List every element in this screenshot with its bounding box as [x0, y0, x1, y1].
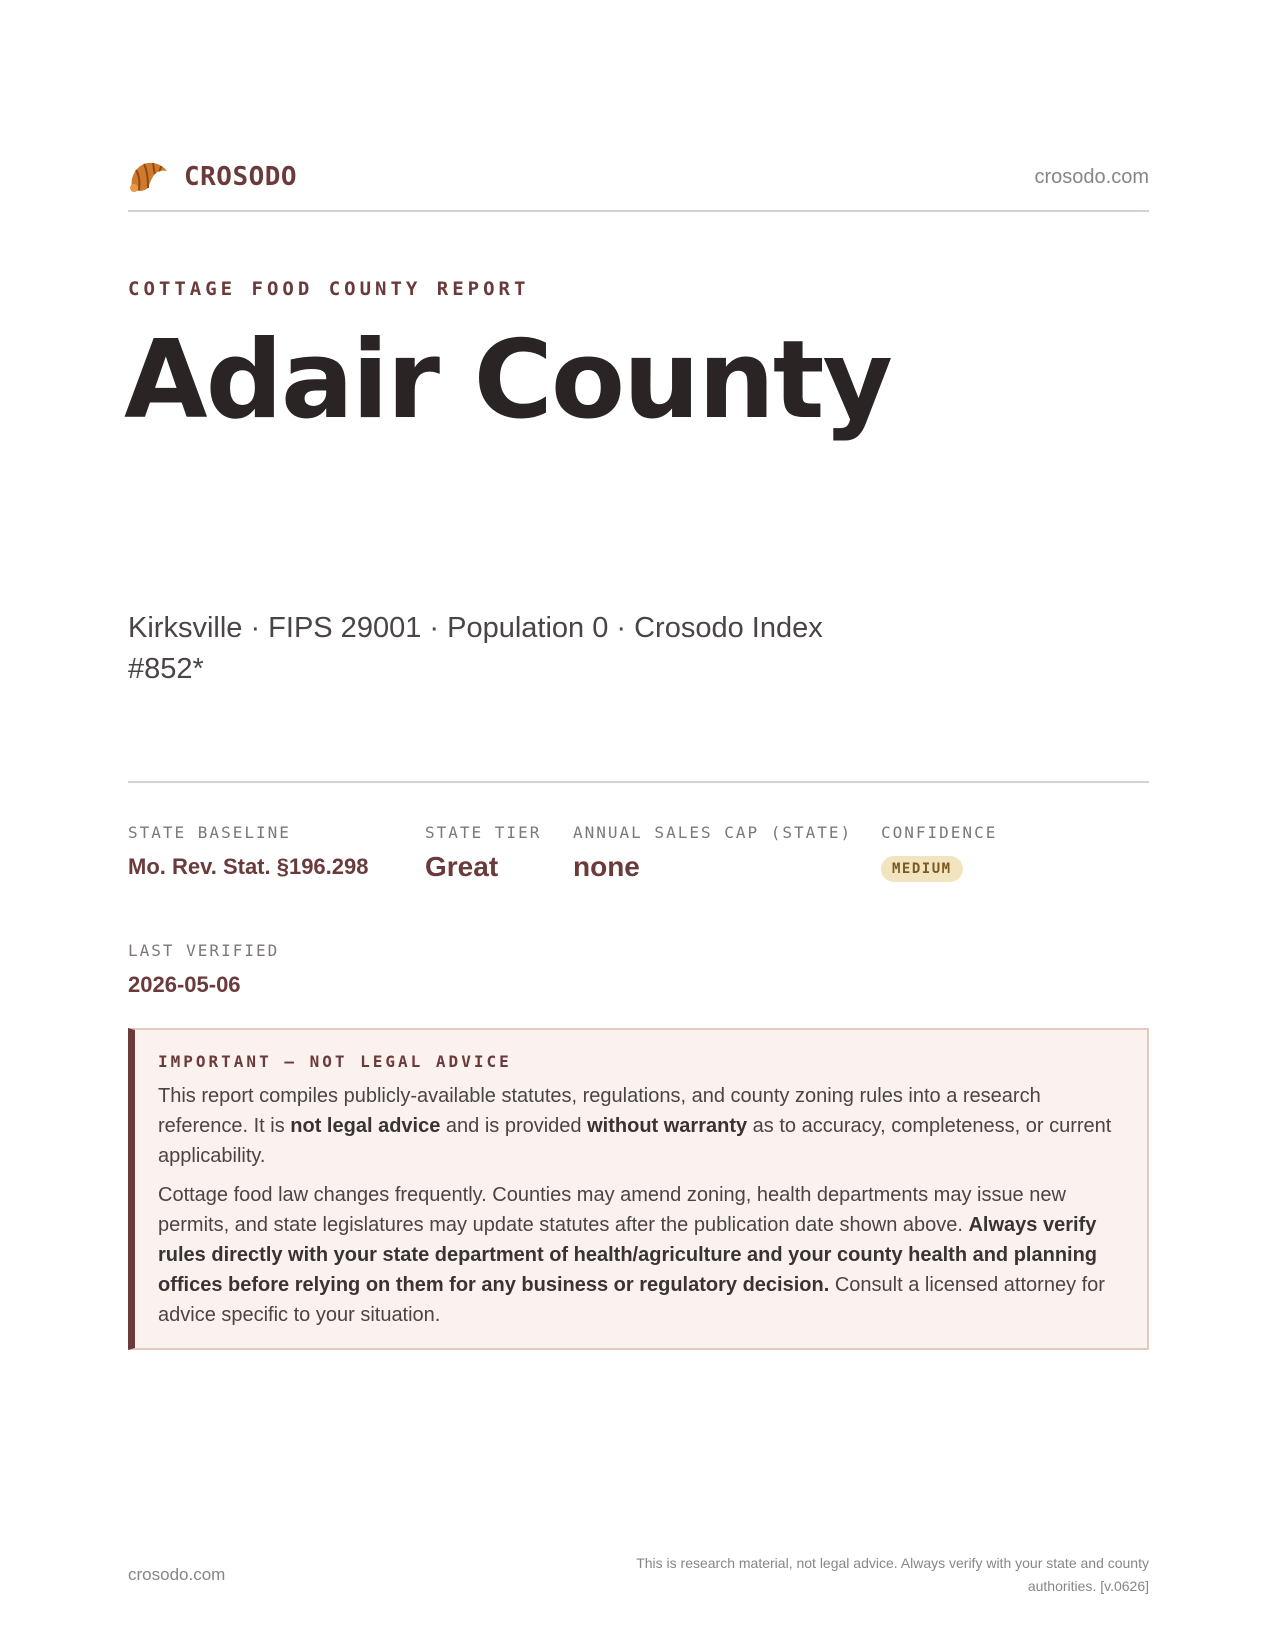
fact-value: Great [425, 851, 499, 882]
footer-site-link[interactable]: crosodo.com [128, 1565, 226, 1584]
notice-emphasis: Always verify rules directly with your state department of health/agriculture and your county health and planning offices before relying on them for any business or regulatory decision. [158, 1214, 1098, 1296]
section-divider [128, 781, 1149, 783]
fact-label: LAST VERIFIED [128, 941, 280, 960]
notice-text: Cottage food law changes frequently. Counties may amend zoning, health departments may issue new permits, and state legislatures may update statutes after the publication date shown above. [158, 1184, 1066, 1236]
notice-paragraph [158, 1180, 1121, 1330]
notice-title: IMPORTANT — NOT LEGAL ADVICE [158, 1052, 512, 1071]
fact-sales-cap [573, 823, 852, 883]
footer-disclaimer: This is research material, not legal advice. Always verify with your state and county authorities. [v.0626] [636, 1555, 1149, 1594]
fact-value: 2026-05-06 [128, 972, 241, 997]
croissant-icon [128, 158, 170, 196]
county-summary: Kirksville · FIPS 29001 · Population 0 · Crosodo Index #852* [128, 612, 823, 685]
notice-text: and is provided [440, 1115, 588, 1137]
site-url-link[interactable]: crosodo.com [1034, 166, 1149, 188]
brand-name: CROSODO [184, 162, 298, 192]
fact-label: STATE BASELINE [128, 823, 291, 842]
page-title: Adair County [124, 318, 891, 443]
fact-state-tier [425, 823, 541, 883]
report-page [124, 0, 1149, 1650]
notice-text: as to accuracy, completeness, or current applicability. [158, 1115, 1112, 1167]
notice-emphasis: not legal advice [290, 1115, 441, 1137]
brand[interactable] [128, 158, 297, 196]
notice-text: This report compiles publicly-available statutes, regulations, and county zoning rules into a research reference. It is [158, 1085, 1041, 1137]
fact-confidence [881, 823, 997, 882]
notice-emphasis: without warranty [587, 1115, 748, 1137]
notice-paragraph [158, 1081, 1121, 1171]
fact-label: ANNUAL SALES CAP (STATE) [573, 823, 853, 842]
fact-state-baseline [128, 823, 369, 880]
notice-text: Consult a licensed attorney for advice specific to your situation. [158, 1274, 1105, 1326]
fact-label: STATE TIER [425, 823, 542, 842]
report-kicker: COTTAGE FOOD COUNTY REPORT [128, 278, 530, 300]
fact-label: CONFIDENCE [881, 823, 998, 842]
page-header [128, 158, 1149, 212]
fact-value: Mo. Rev. Stat. §196.298 [128, 854, 369, 879]
confidence-badge: MEDIUM [881, 856, 963, 882]
fact-last-verified [128, 941, 279, 998]
fact-value: none [573, 851, 640, 882]
legal-notice [128, 1028, 1149, 1350]
